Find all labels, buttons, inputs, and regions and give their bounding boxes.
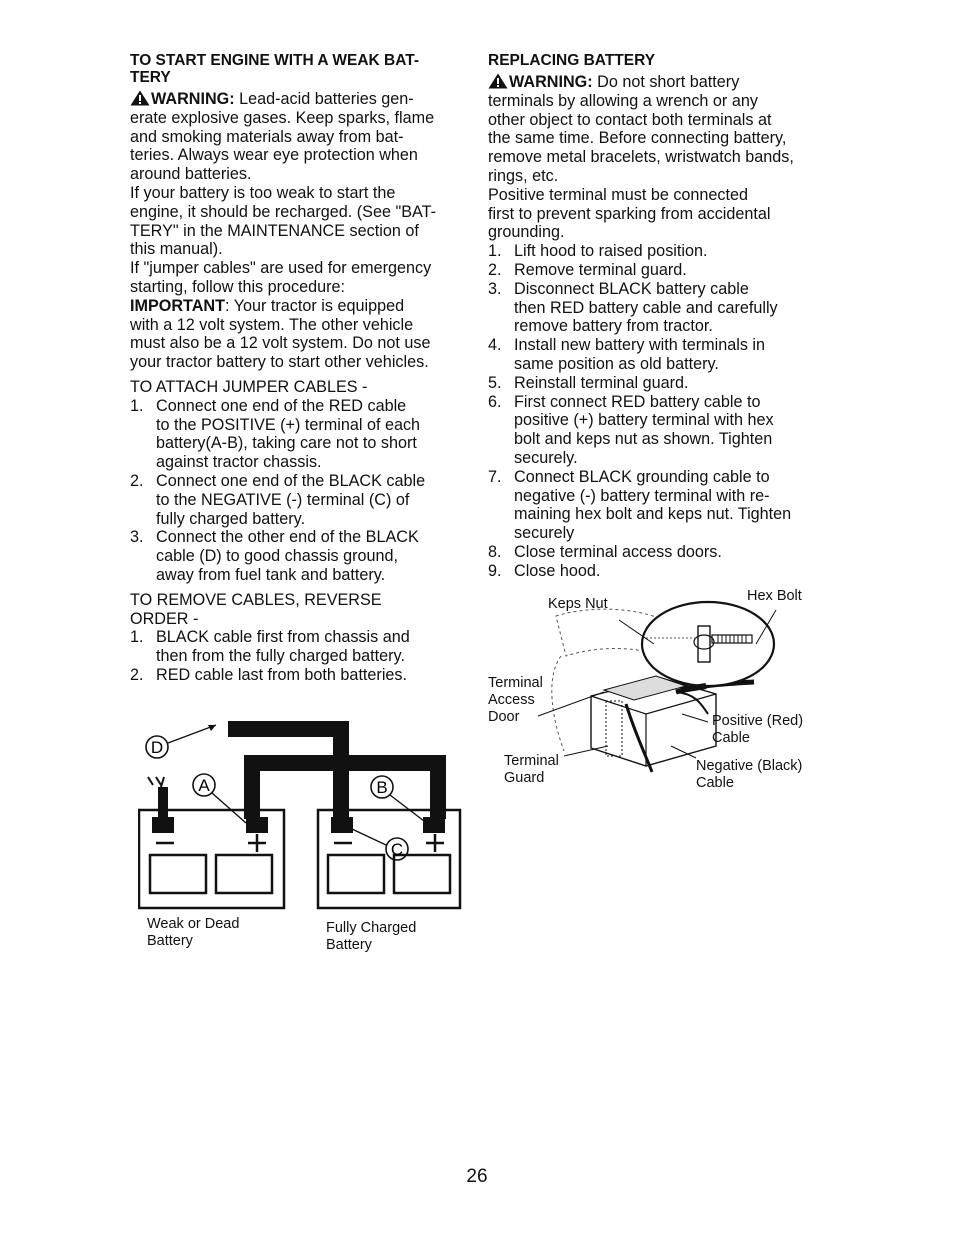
label-hex-bolt: Hex Bolt	[747, 588, 802, 604]
text-line: Access	[488, 692, 535, 708]
replace-steps-list	[488, 242, 833, 580]
label-terminal-guard	[504, 753, 559, 787]
text-line: with a 12 volt system. The other vehicle	[130, 315, 414, 334]
text-line: then from the fully charged battery.	[156, 647, 405, 666]
callout-label-c: C	[390, 840, 404, 859]
remove-cables-heading	[130, 591, 470, 629]
text-line: BLACK cable first from chassis and	[156, 628, 410, 647]
callout-label-d: D	[150, 738, 164, 757]
text-line: Lead-acid batteries gen-	[234, 90, 414, 108]
text-line: Disconnect BLACK battery cable	[514, 279, 749, 298]
text-line: negative (-) battery terminal with re-	[514, 486, 770, 505]
battery-cell	[328, 855, 384, 893]
weak-negative-terminal	[152, 817, 174, 833]
weak-battery-caption	[147, 916, 239, 950]
list-item	[130, 666, 470, 685]
text-line: Connect one end of the BLACK cable	[156, 471, 426, 490]
step-number: 1.	[488, 242, 502, 261]
text-line: Positive (Red)	[712, 713, 804, 729]
weak-positive-terminal	[246, 817, 268, 833]
list-item	[488, 336, 833, 374]
step-number: 8.	[488, 542, 502, 561]
detail-zoom-circle	[642, 602, 774, 686]
list-item	[488, 562, 833, 581]
text-line: Lift hood to raised position.	[514, 242, 708, 261]
leader-positive-cable	[682, 714, 708, 722]
warning-paragraph	[488, 73, 833, 186]
list-item	[488, 280, 833, 336]
text-line: TO REMOVE CABLES, REVERSE	[130, 590, 382, 609]
list-item	[130, 472, 470, 528]
text-line: Do not short battery	[592, 73, 740, 91]
step-number: 2.	[130, 665, 144, 684]
heading-line: TO START ENGINE WITH A WEAK BAT-	[130, 52, 420, 69]
text-line: Install new battery with terminals in	[514, 336, 766, 355]
attach-cables-heading: TO ATTACH JUMPER CABLES -	[130, 377, 368, 396]
positive-first-paragraph	[488, 186, 833, 242]
label-terminal-access-door	[488, 675, 543, 726]
text-line: RED cable last from both batteries.	[156, 665, 408, 684]
list-item	[488, 374, 833, 393]
label-keps-nut: Keps Nut	[548, 596, 608, 612]
text-line: around batteries.	[130, 165, 252, 184]
callout-leader	[168, 725, 216, 743]
text-line: Remove terminal guard.	[514, 260, 687, 279]
callout-leader	[390, 795, 424, 821]
callout-label-a: A	[198, 776, 210, 795]
warning-icon	[488, 73, 508, 89]
step-number: 1.	[130, 396, 144, 415]
chassis-ground-symbol	[148, 777, 164, 787]
text-line: Weak or Dead	[147, 916, 240, 932]
text-line: terminals by allowing a wrench or any	[488, 91, 758, 110]
warning-paragraph	[130, 90, 470, 184]
zoom-connector	[681, 686, 706, 690]
text-line: Terminal	[504, 753, 559, 769]
text-line: Close hood.	[514, 561, 601, 580]
text-line: fully charged battery.	[156, 509, 306, 528]
text-line: remove battery from tractor.	[514, 317, 713, 336]
text-line: then RED battery cable and carefully	[514, 298, 778, 317]
leader-negative-cable	[671, 746, 696, 758]
battery-top-edge	[591, 694, 716, 714]
terminal-guard	[606, 701, 622, 756]
text-line: to the POSITIVE (+) terminal of each	[156, 415, 421, 434]
text-line: Battery	[147, 933, 193, 949]
text-line: erate explosive gases. Keep sparks, flame	[130, 108, 435, 127]
text-line: Guard	[504, 770, 545, 786]
text-line: bolt and keps nut as shown. Tighten	[514, 430, 773, 449]
text-line: battery(A-B), taking care not to short	[156, 434, 417, 453]
step-number: 2.	[488, 260, 502, 279]
text-line: If "jumper cables" are used for emergency	[130, 259, 432, 278]
text-line: grounding.	[488, 223, 565, 242]
step-number: 3.	[130, 528, 144, 547]
list-item	[130, 528, 470, 584]
text-line: and smoking materials away from bat-	[130, 127, 404, 146]
battery-cell	[216, 855, 272, 893]
section-heading-replacing-battery: REPLACING BATTERY	[488, 52, 656, 69]
heading-line: TERY	[130, 69, 171, 86]
remove-steps-list	[130, 628, 470, 684]
left-column	[130, 52, 470, 685]
text-line: your tractor battery to start other vehicles.	[130, 353, 429, 372]
step-number: 2.	[130, 471, 144, 490]
battery-cell	[150, 855, 206, 893]
text-line: starting, follow this procedure:	[130, 277, 346, 296]
label-positive-cable	[712, 713, 803, 747]
step-number: 3.	[488, 279, 502, 298]
text-line: the same time. Before connecting battery,	[488, 129, 787, 148]
text-line: rings, etc.	[488, 166, 559, 185]
page-number: 26	[466, 1166, 488, 1187]
charged-battery-caption	[326, 920, 416, 954]
leader-access-door	[538, 692, 604, 716]
text-line: against tractor chassis.	[156, 453, 322, 472]
jumper-cables-paragraph	[130, 259, 470, 297]
text-line: first to prevent sparking from accidental	[488, 204, 771, 223]
text-line: TERY" in the MAINTENANCE section of	[130, 221, 419, 240]
negative-cable	[626, 704, 652, 772]
warning-label: WARNING:	[151, 90, 235, 108]
text-line: this manual).	[130, 240, 223, 259]
text-line: away from fuel tank and battery.	[156, 565, 386, 584]
text-line: Reinstall terminal guard.	[514, 373, 689, 392]
text-line: engine, it should be recharged. (See "BAT-	[130, 202, 436, 221]
text-line: ORDER -	[130, 609, 199, 628]
list-item	[130, 397, 470, 472]
text-line: other object to contact both terminals at	[488, 110, 772, 129]
text-line: securely.	[514, 448, 578, 467]
text-line: Positive terminal must be connected	[488, 185, 749, 204]
text-line: to the NEGATIVE (-) terminal (C) of	[156, 490, 410, 509]
charged-negative-terminal	[331, 817, 353, 833]
text-line: Fully Charged	[326, 920, 417, 936]
text-line: If your battery is too weak to start the	[130, 183, 396, 202]
section-heading-weak-battery	[130, 52, 470, 86]
list-item	[488, 242, 833, 261]
text-line: Connect the other end of the BLACK	[156, 528, 419, 547]
charged-positive-terminal	[423, 817, 445, 833]
callout-label-b: B	[376, 778, 388, 797]
step-number: 9.	[488, 561, 502, 580]
text-line: First connect RED battery cable to	[514, 392, 761, 411]
callout-leader	[352, 829, 386, 845]
ground-clamp	[158, 787, 168, 819]
text-line: Negative (Black)	[696, 758, 803, 774]
step-number: 5.	[488, 373, 502, 392]
step-number: 1.	[130, 628, 144, 647]
text-line: Door	[488, 709, 520, 725]
recharge-paragraph	[130, 184, 470, 259]
text-line: must also be a 12 volt system. Do not use	[130, 334, 431, 353]
important-label: IMPORTANT	[130, 296, 226, 315]
text-line: Connect one end of the RED cable	[156, 396, 407, 415]
text-line: same position as old battery.	[514, 354, 719, 373]
attach-steps-list	[130, 397, 470, 585]
text-line: positive (+) battery terminal with hex	[514, 411, 774, 430]
step-number: 6.	[488, 392, 502, 411]
callout-leader	[212, 793, 246, 823]
text-line: maining hex bolt and keps nut. Tighten	[514, 505, 792, 524]
jumper-cable-diagram	[138, 715, 468, 910]
label-negative-cable	[696, 758, 802, 792]
text-line: : Your tractor is equipped	[225, 296, 405, 315]
text-line: Terminal	[488, 675, 543, 691]
list-item	[488, 393, 833, 468]
text-line: cable (D) to good chassis ground,	[156, 547, 399, 566]
text-line: Connect BLACK grounding cable to	[514, 467, 770, 486]
text-line: remove metal bracelets, wristwatch bands,	[488, 148, 794, 167]
text-line: teries. Always wear eye protection when	[130, 146, 418, 165]
text-line: Close terminal access doors.	[514, 542, 722, 561]
important-paragraph	[130, 297, 470, 372]
warning-icon	[130, 90, 150, 106]
text-line: Cable	[696, 775, 734, 791]
battery-cell	[394, 855, 450, 893]
positive-cable-branch	[676, 692, 708, 714]
text-line: securely	[514, 524, 575, 543]
list-item	[130, 628, 470, 666]
right-column	[488, 52, 833, 581]
step-number: 4.	[488, 336, 502, 355]
list-item	[488, 468, 833, 543]
text-line: Battery	[326, 937, 372, 953]
warning-label: WARNING:	[509, 73, 593, 91]
step-number: 7.	[488, 467, 502, 486]
chassis-outline	[552, 656, 564, 751]
text-line: Cable	[712, 730, 750, 746]
list-item	[488, 261, 833, 280]
list-item	[488, 543, 833, 562]
